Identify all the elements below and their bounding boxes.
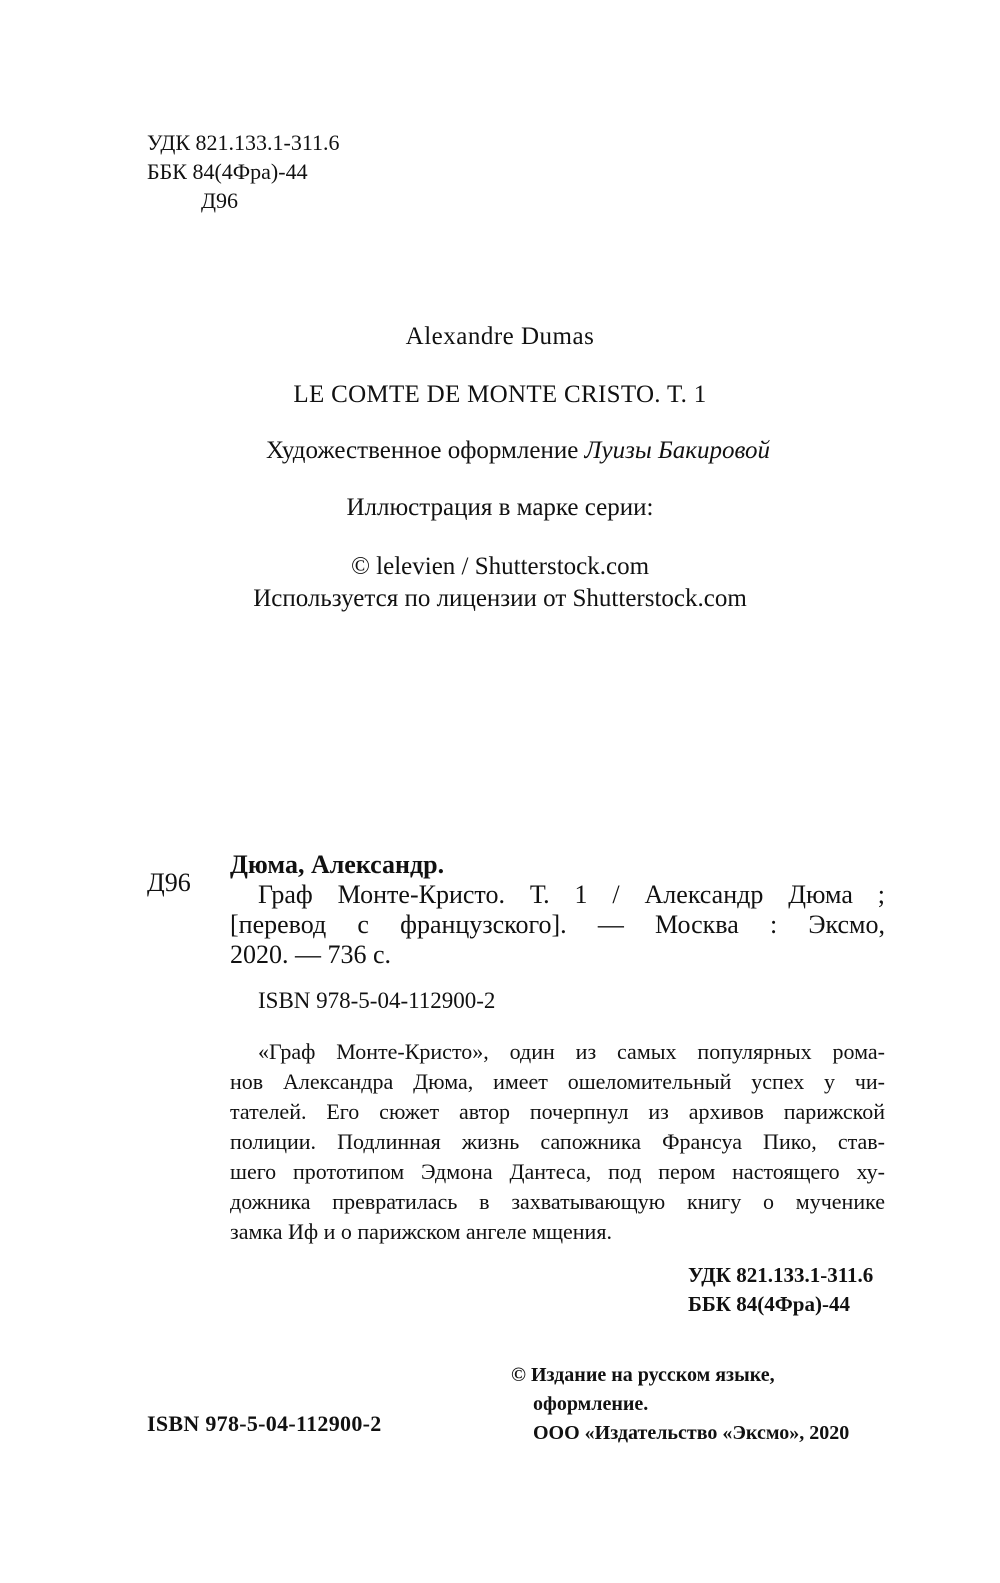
catalog-isbn: ISBN 978-5-04-112900-2 <box>258 988 496 1013</box>
annotation-line: шего прототипом Эдмона Дантеса, под пером настоящего ху- <box>230 1159 885 1184</box>
illustration-label: Иллюстрация в марке серии: <box>346 494 654 521</box>
copyright-line3: ООО «Издательство «Эксмо», 2020 <box>533 1422 850 1444</box>
catalog-cipher: Д96 <box>147 868 191 897</box>
annotation-line: «Граф Монте-Кристо», один из самых популярных рома- <box>258 1039 885 1064</box>
annotation-line: замка Иф и о парижском ангеле мщения. <box>230 1219 612 1244</box>
classification-codes-top <box>147 128 340 215</box>
catalog-heading: Дюма, Александр. <box>230 850 445 879</box>
copyright-line1: © Издание на русском языке, <box>511 1364 775 1386</box>
annotation-line: дожника превратилась в захватывающую книгу о мученике <box>230 1189 885 1214</box>
illustration-credit-line1: © lelevien / Shutterstock.com <box>350 553 650 580</box>
illustration-credit <box>0 551 1000 615</box>
design-artist: Луизы Бакировой <box>584 437 770 464</box>
annotation-line: тателей. Его сюжет автор почерпнул из архивов парижской <box>230 1099 885 1124</box>
udk-code-bottom: УДК 821.133.1-311.6 <box>688 1263 874 1287</box>
design-credit <box>18 437 1000 465</box>
copyright-line2: оформление. <box>533 1393 649 1415</box>
copyright-notice <box>511 1361 849 1448</box>
catalog-line: 2020. — 736 с. <box>230 940 392 969</box>
original-title: LE COMTE DE MONTE CRISTO. T. 1 <box>293 381 707 408</box>
annotation <box>230 1037 885 1247</box>
illustration-credit-line2: Используется по лицензии от Shutterstock.com <box>253 585 747 612</box>
design-credit-prefix: Художественное оформление <box>266 437 585 464</box>
udk-code: УДК 821.133.1-311.6 <box>147 130 340 155</box>
catalog-line: [перевод с французского]. — Москва : Эксмо, <box>230 910 885 939</box>
bbk-code-bottom: ББК 84(4Фра)-44 <box>688 1292 850 1316</box>
isbn-main: ISBN 978-5-04-112900-2 <box>147 1411 382 1436</box>
annotation-line: нов Александра Дюма, имеет ошеломительный успех у чи- <box>230 1069 885 1094</box>
catalog-record <box>230 850 885 970</box>
catalog-line: Граф Монте-Кристо. Т. 1 / Александр Дюма ; <box>258 880 885 909</box>
author-mark: Д96 <box>201 188 239 213</box>
classification-codes-bottom <box>688 1261 873 1319</box>
original-author: Alexandre Dumas <box>405 323 595 350</box>
bbk-code: ББК 84(4Фра)-44 <box>147 159 308 184</box>
annotation-line: полиции. Подлинная жизнь сапожника Франсуа Пико, став- <box>230 1129 885 1154</box>
